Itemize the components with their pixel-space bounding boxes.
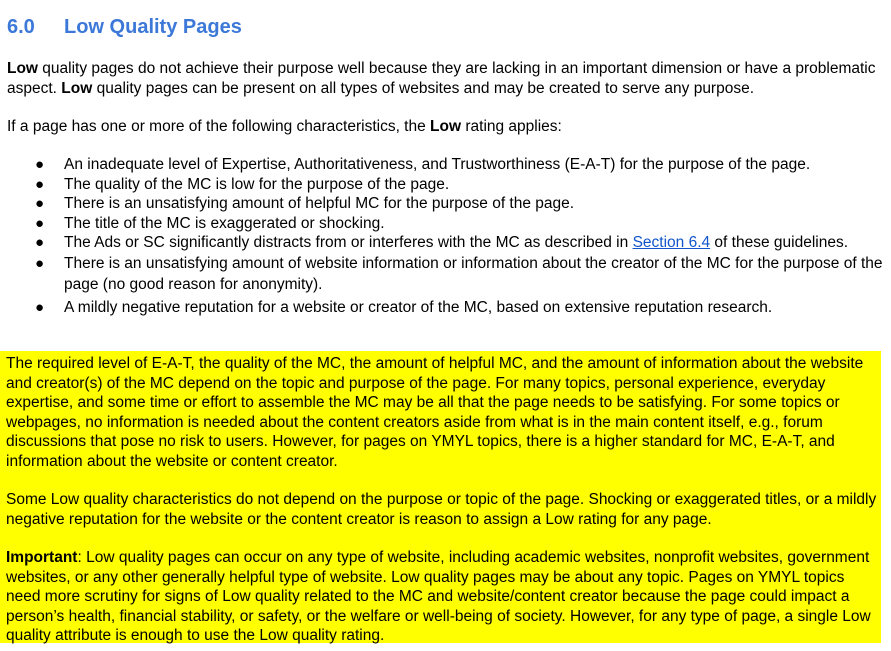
- highlight-paragraph-important: [6, 548, 878, 646]
- list-item: [0, 233, 885, 253]
- section-heading: [7, 14, 242, 40]
- highlight-paragraph-eat: The required level of E-A-T, the quality of the MC, the amount of helpful MC, and the amount of information about the website and creator(s) of the MC depend on the topic and purpose of the page. For many topics, personal experience, everyday expertise, and some time or effort to assemble the MC may be all that the page needs to be satisfying. For some topics or webpages, no information is needed about the content creators aside from what is in the main content itself, e.g., forum discussions that pose no risk to users. However, for pages on YMYL topics, there is a higher standard for MC, E-A-T, and information about the website or content creator.: [6, 355, 864, 470]
- bullet-icon: ●: [35, 254, 45, 272]
- section-number: 6.0: [7, 16, 35, 38]
- paragraph-text: quality pages can be present on all types of websites and may be created to serve any purpose.: [92, 79, 755, 97]
- bullet-icon: ●: [35, 175, 45, 193]
- paragraph-text: rating applies:: [461, 118, 562, 135]
- list-item: [0, 155, 885, 175]
- highlight-paragraph-characteristics: Some Low quality characteristics do not depend on the purpose or topic of the page. Shocking or exaggerated titles, or a mildly negative reputation for the website or the content creator is reason to assign a Low rating for any page.: [6, 491, 877, 528]
- list-item-text: The title of the MC is exaggerated or shocking.: [64, 214, 385, 232]
- bold-term: Low: [430, 118, 462, 135]
- bold-term: Low: [7, 60, 38, 77]
- criteria-intro-paragraph: [7, 117, 885, 137]
- list-item-text: There is an unsatisfying amount of website information or information about the creator of the MC for the purpose of the page (no good reason for anonymity).: [64, 254, 883, 293]
- list-item: [0, 194, 885, 214]
- paragraph-text: : Low quality pages can occur on any type of website, including academic websites, nonprofit websites, government websites, or any other generally helpful type of website. Low quality pages may be about any topic. Pages on YMYL topics need more scrutiny for signs of Low quality related to the MC and website/content creator because the page could impact a person’s health, financial stability, or safety, or the welfare or well-being of society. However, for any type of page, a single Low quality attribute is enough to use the Low quality rating.: [6, 549, 871, 644]
- list-item: [0, 214, 885, 234]
- list-item-text: The quality of the MC is low for the purpose of the page.: [64, 175, 450, 193]
- bold-term: Low: [61, 79, 93, 97]
- list-item-text: A mildly negative reputation for a website or creator of the MC, based on extensive reputation research.: [64, 299, 773, 316]
- bullet-icon: ●: [35, 299, 45, 316]
- paragraph-text: If a page has one or more of the following characteristics, the: [7, 118, 431, 135]
- section-title: Low Quality Pages: [64, 16, 242, 38]
- list-item: [0, 297, 885, 319]
- characteristics-list: [0, 155, 885, 319]
- bullet-icon: ●: [35, 195, 45, 212]
- intro-paragraph: [7, 59, 885, 98]
- list-item-text: An inadequate level of Expertise, Authoritativeness, and Trustworthiness (E-A-T) for the purpose of the page.: [64, 156, 811, 173]
- list-item: [0, 253, 885, 296]
- list-item-text: There is an unsatisfying amount of helpful MC for the purpose of the page.: [64, 195, 575, 212]
- list-item-text: of these guidelines.: [710, 234, 848, 251]
- bullet-icon: ●: [35, 156, 45, 173]
- important-label: Important: [6, 549, 78, 566]
- bullet-icon: ●: [35, 214, 45, 232]
- bullet-icon: ●: [35, 234, 45, 251]
- list-item-text: The Ads or SC significantly distracts from or interferes with the MC as described in: [64, 234, 633, 251]
- list-item: [0, 175, 885, 195]
- paragraph-text: quality pages do not achieve their purpose well because they are lacking in an important dimension or have a problematic aspect.: [7, 60, 876, 97]
- section-6-4-link[interactable]: Section 6.4: [632, 234, 711, 251]
